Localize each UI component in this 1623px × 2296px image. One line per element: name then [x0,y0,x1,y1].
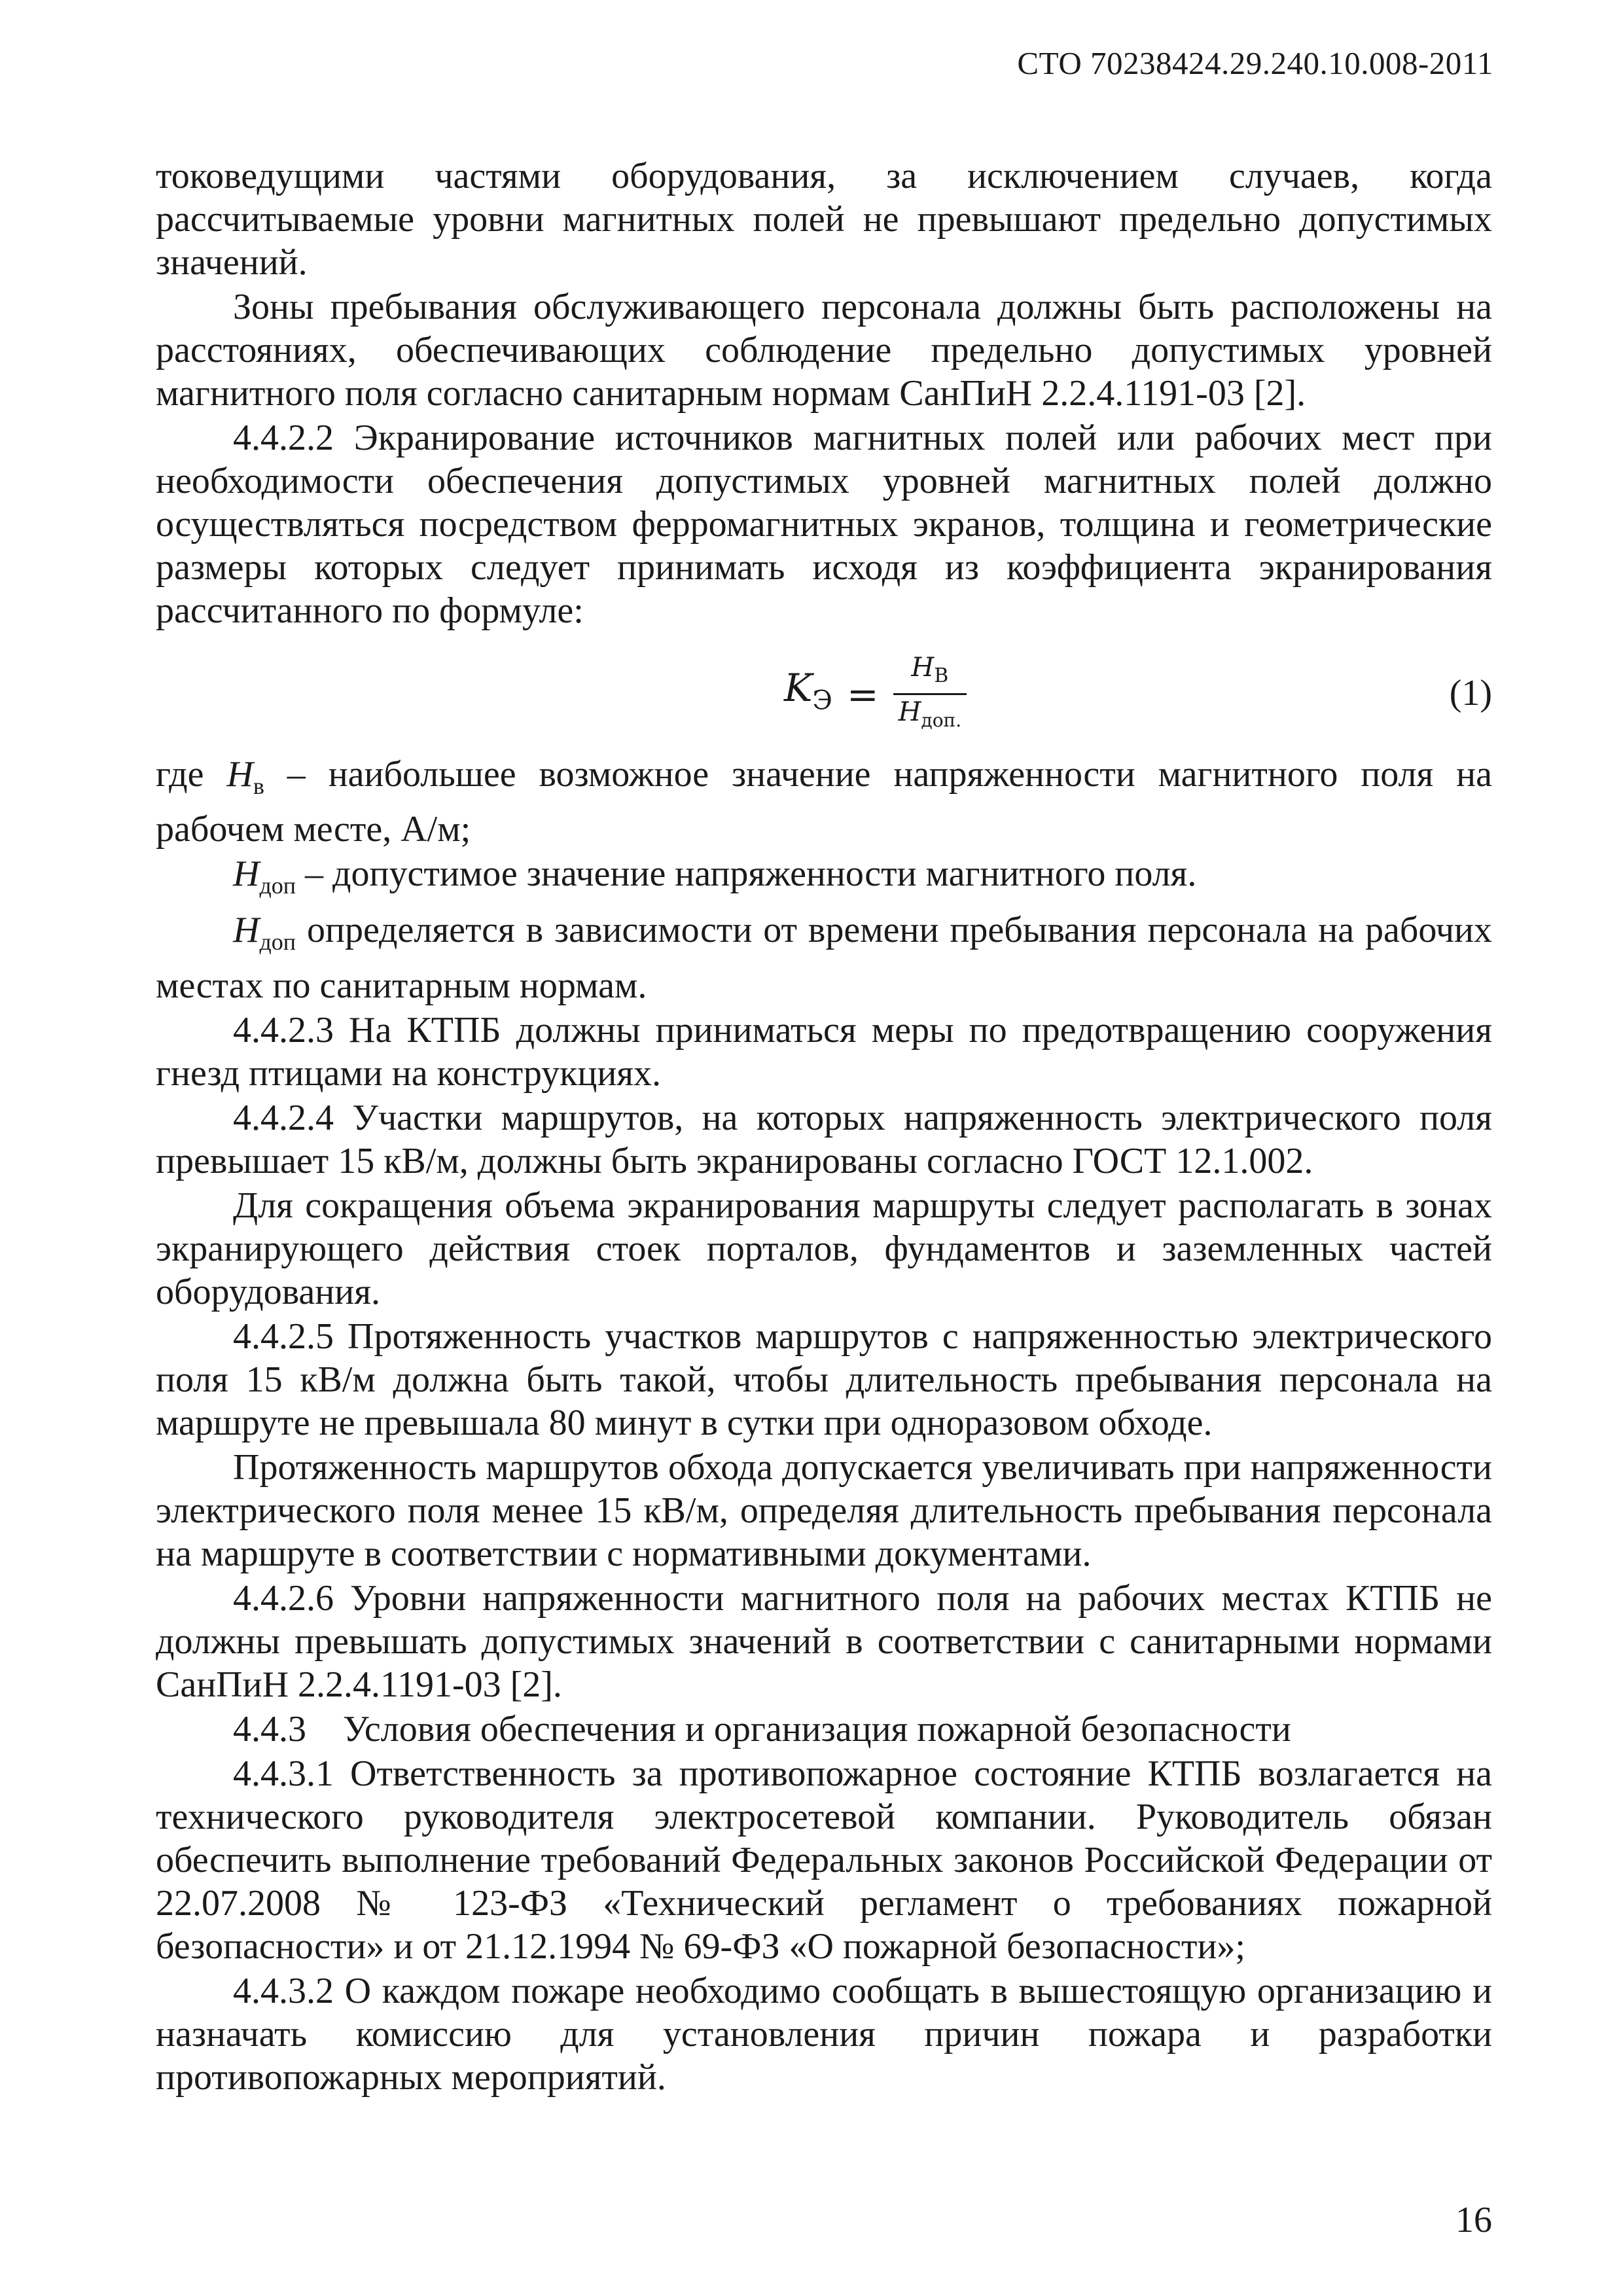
page-number: 16 [1455,2200,1492,2240]
paragraph-4-4-2-6: 4.4.2.6 Уровни напряженности магнитного поля на рабочих местах КТПБ не должны превышать допустимых значений в соответствии с санитарными нормами СанПиН 2.2.4.1191-03 [2]. [156,1577,1492,1705]
paragraph-where-hv: где $H_в$ – наибольшее возможное значение напряженности магнитного поля на рабочем месте, А/м; [156,754,1492,850]
paragraph-4-4-2-4: 4.4.2.4 Участки маршрутов, на которых напряженность электрического поля превышает 15 кВ/м, должны быть экранированы согласно ГОСТ 12.1.002. [156,1097,1492,1181]
paragraph-shielding-reduction: Для сокращения объема экранирования маршруты следует располагать в зонах экранирующего действия стоек порталов, фундаментов и заземленных частей оборудования. [156,1185,1492,1312]
equation-number: (1) [1449,673,1492,713]
page-body [156,154,1492,2100]
paragraph-4-4-3-1: 4.4.3.1 Ответственность за противопожарное состояние КТПБ возлагается на технического руководителя электросетевой компании. Руководитель обязан обеспечить выполнение требований Федеральных законов Российской Федерации от 22.07.2008 № 123-ФЗ «Технический регламент о требованиях пожарной безопасности» и от 21.12.1994 № 69-ФЗ «О пожарной безопасности»; [156,1753,1492,1967]
paragraph-4-4-2-5: 4.4.2.5 Протяженность участков маршрутов с напряженностью электрического поля 15 кВ/м должна быть такой, чтобы длительность пребывания персонала на маршруте не превышала 80 минут в сутки при одноразовом обходе. [156,1316,1492,1443]
paragraph-service-zones: Зоны пребывания обслуживающего персонала должны быть расположены на расстояниях, обеспечивающих соблюдение предельно допустимых уровней магнитного поля согласно санитарным нормам СанПиН 2.2.4.1191-03 [2]. [156,287,1492,414]
shielding-coefficient-formula [784,651,967,738]
paragraph-continuation: токоведущими частями оборудования, за исключением случаев, когда рассчитываемые уровни магнитных полей не превышают предельно допустимых значений. [156,156,1492,283]
formula-block [156,641,1492,742]
formula-lhs: $K_Э$ [784,665,832,716]
formula-numerator: $H_В$ [911,653,949,687]
document-code-header: СТО 70238424.29.240.10.008-2011 [1017,45,1493,81]
paragraph-route-length: Протяженность маршрутов обхода допускается увеличивать при напряженности электрического поля менее 15 кВ/м, определяя длительность пребывания персонала на маршруте в соответствии с нормативными документами. [156,1446,1492,1574]
formula-denominator: $H_{доп.}$ [898,697,962,731]
formula-equals: = [846,672,879,717]
paragraph-4-4-2-2: 4.4.2.2 Экранирование источников магнитных полей или рабочих мест при необходимости обеспечения допустимых уровней магнитных полей должно осуществляться посредством ферромагнитных экранов, толщина и геометрические размеры которых следует принимать исходя из коэффициента экранирования рассчитанного по формуле: [156,418,1492,631]
section-heading-4-4-3: 4.4.3 Условия обеспечения и организация пожарной безопасности [233,1708,1291,1749]
paragraph-hdop-definition: $H_{доп}$ – допустимое значение напряженности магнитного поля. [233,853,1197,899]
paragraph-4-4-3-2: 4.4.3.2 О каждом пожаре необходимо сообщать в вышестоящую организацию и назначать комиссию для установления причин пожара и разработки противопожарных мероприятий. [156,1970,1492,2098]
paragraph-hdop-determined: $H_{доп}$ определяется в зависимости от времени пребывания персонала на рабочих местах по санитарным нормам. [156,910,1492,1006]
formula-fraction [893,651,967,738]
paragraph-4-4-2-3: 4.4.2.3 На КТПБ должны приниматься меры по предотвращению сооружения гнезд птицами на конструкциях. [156,1009,1492,1094]
